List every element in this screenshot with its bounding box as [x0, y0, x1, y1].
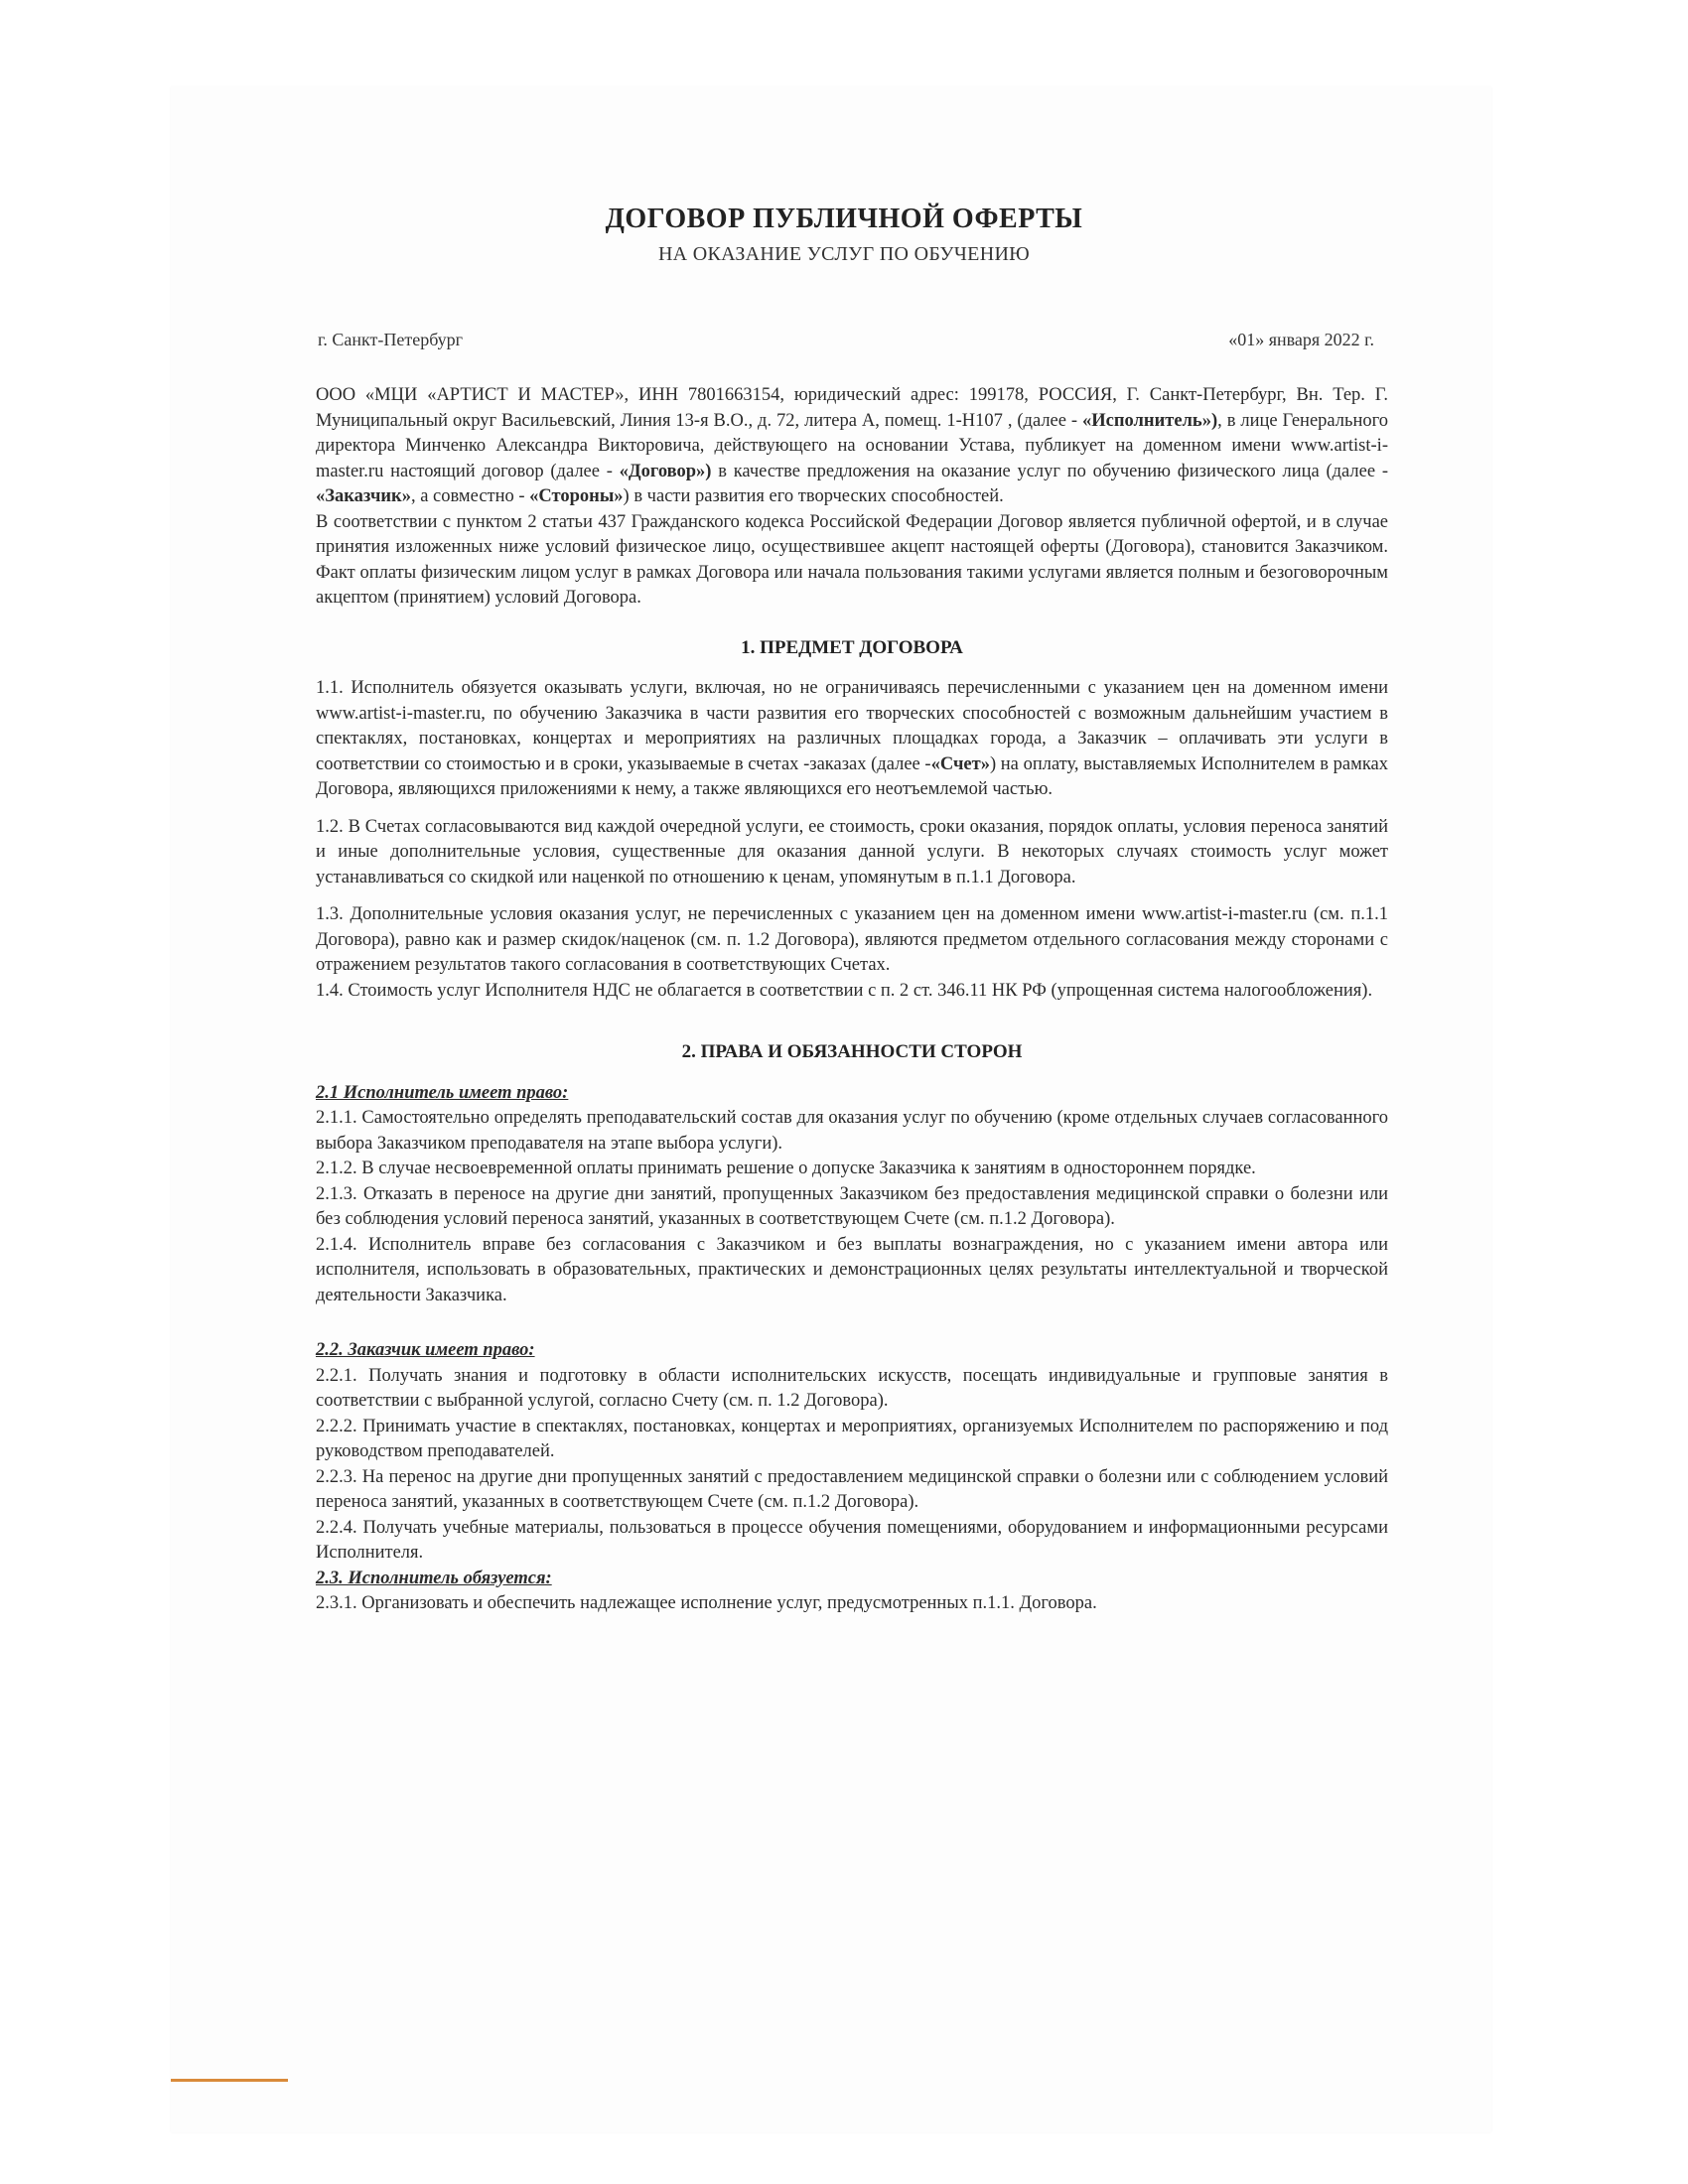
clause-1-3: 1.3. Дополнительные условия оказания услуг, не перечисленных с указанием цен на доменном имени www.artist-i-master.ru (см. п.1.1 Договора), равно как и размер скидок/наценок (см. п. 1.2 Договора), являются предметом отдельного согласования между сторонами с отражением результатов такого согласования в соответствующих Счетах.: [316, 904, 1388, 975]
clause-1-1: [316, 676, 1388, 803]
clause-2-1-1: 2.1.1. Самостоятельно определять преподавательский состав для оказания услуг по обучению (кроме отдельных случаев согласованного выбора Заказчиком преподавателя на этапе выбора услуги).: [316, 1108, 1388, 1154]
document-body: [316, 383, 1388, 1617]
intro-text-e: ) в части развития его творческих способностей.: [623, 486, 1004, 506]
term-contract: «Договор»): [619, 461, 712, 481]
document-subtitle: НА ОКАЗАНИЕ УСЛУГ ПО ОБУЧЕНИЮ: [657, 243, 1031, 265]
clause-2-3-1: 2.3.1. Организовать и обеспечить надлежащее исполнение услуг, предусмотренных п.1.1. Договора.: [316, 1593, 1097, 1613]
clause-2-2-3: 2.2.3. На перенос на другие дни пропущенных занятий с предоставлением медицинской справки о болезни или с соблюдением условий переноса занятий, указанных в соответствующем Счете (см. п.1.2 Договора).: [316, 1466, 1388, 1512]
intro-text-b: , в лице Генерального директора Минченко Александра Викторовича, действующего на основании Устава, публикует на доменном имени www.artist-i-master.ru настоящий договор (далее -: [316, 410, 1388, 481]
subsection-2-2-heading: 2.2. Заказчик имеет право:: [316, 1340, 535, 1360]
document-date: «01» января 2022 г.: [1228, 330, 1374, 349]
term-parties: «Стороны»: [529, 486, 624, 506]
section-1-heading: 1. ПРЕДМЕТ ДОГОВОРА: [741, 636, 963, 658]
clause-2-2-1: 2.2.1. Получать знания и подготовку в области исполнительских искусств, посещать индивидуальные и групповые занятия в соответствии с выбранной услугой, согласно Счету (см. п. 1.2 Договора).: [316, 1365, 1388, 1411]
term-invoice: «Счет»: [930, 753, 990, 774]
clause-1-4: 1.4. Стоимость услуг Исполнителя НДС не облагается в соответствии с п. 2 ст. 346.11 НК РФ (упрощенная система налогообложения).: [316, 980, 1373, 1001]
clause-2-2-2: 2.2.2. Принимать участие в спектаклях, постановках, концертах и мероприятиях, организуемых Исполнителем по распоряжению и под руководством преподавателей.: [316, 1416, 1388, 1461]
document-title: ДОГОВОР ПУБЛИЧНОЙ ОФЕРТЫ: [605, 204, 1083, 234]
clause-1-1-text-b: ) на оплату, выставляемых Исполнителем в рамках Договора, являющихся приложениями к нему, а также являющихся его неотъемлемой частью.: [316, 753, 1388, 799]
clause-2-1-2: 2.1.2. В случае несвоевременной оплаты принимать решение о допуске Заказчика к занятиям в одностороннем порядке.: [316, 1159, 1256, 1178]
subsection-2-3-heading: 2.3. Исполнитель обязуется:: [316, 1568, 552, 1588]
term-customer: «Заказчик»: [316, 486, 411, 506]
subsection-2-1-heading: 2.1 Исполнитель имеет право:: [316, 1082, 569, 1103]
clause-2-2-4: 2.2.4. Получать учебные материалы, пользоваться в процессе обучения помещениями, оборудованием и информационными ресурсами Исполнителя.: [316, 1517, 1388, 1563]
intro-text-a: ООО «МЦИ «АРТИСТ И МАСТЕР», ИНН 7801663154, юридический адрес: 199178, РОССИЯ, Г. Санкт-Петербург, Вн. Тер. Г. Муниципальный округ Васильевский, Линия 13-я В.О., д. 72, литера А, помещ. 1-Н107 , (далее -: [316, 385, 1388, 431]
document-city: г. Санкт-Петербург: [318, 330, 464, 349]
clause-1-1-text-a: 1.1. Исполнитель обязуется оказывать услуги, включая, но не ограничиваясь перечисленными с указанием цен на доменном имени www.artist-i-master.ru, по обучению Заказчика в части развития его творческих способностей с возможным дальнейшим участием в спектаклях, постановках, концертах и мероприятиях на различных площадках города, а Заказчик – оплачивать эти услуги в соответствии со стоимостью и в сроки, указываемые в счетах -заказах (далее -: [316, 678, 1388, 774]
intro-paragraph-parties: [316, 383, 1388, 510]
section-2-heading: 2. ПРАВА И ОБЯЗАННОСТИ СТОРОН: [681, 1041, 1023, 1062]
intro-text-c: в качестве предложения на оказание услуг по обучению физического лица (далее -: [711, 461, 1388, 481]
intro-text-d: , а совместно -: [410, 486, 530, 506]
clause-2-1-4: 2.1.4. Исполнитель вправе без согласования с Заказчиком и без выплаты вознаграждения, но с указанием имени автора или исполнителя, использовать в образовательных, практических и демонстрационных целях результаты интеллектуальной и творческой деятельности Заказчика.: [316, 1234, 1388, 1305]
term-executor: «Исполнитель»): [1082, 410, 1218, 431]
clause-1-2: 1.2. В Счетах согласовываются вид каждой очередной услуги, ее стоимость, сроки оказания, порядок оплаты, условия переноса занятий и иные дополнительные условия, существенные для оказания данной услуги. В некоторых случаях стоимость услуг может устанавливаться со скидкой или наценкой по отношению к ценам, упомянутым в п.1.1 Договора.: [316, 816, 1388, 887]
clause-2-1-3: 2.1.3. Отказать в переносе на другие дни занятий, пропущенных Заказчиком без предоставления медицинской справки о болезни или без соблюдения условий переноса занятий, указанных в соответствующем Счете (см. п.1.2 Договора).: [316, 1183, 1388, 1229]
intro-paragraph-offer: В соответствии с пунктом 2 статьи 437 Гражданского кодекса Российской Федерации Договор является публичной офертой, и в случае принятия изложенных ниже условий физическое лицо, осуществившее акцепт настоящей оферты (Договора), становится Заказчиком. Факт оплаты физическим лицом услуг в рамках Договора или начала пользования такими услугами является полным и безоговорочным акцептом (принятием) условий Договора.: [316, 511, 1388, 608]
scan-edge-mark: [171, 2079, 288, 2082]
